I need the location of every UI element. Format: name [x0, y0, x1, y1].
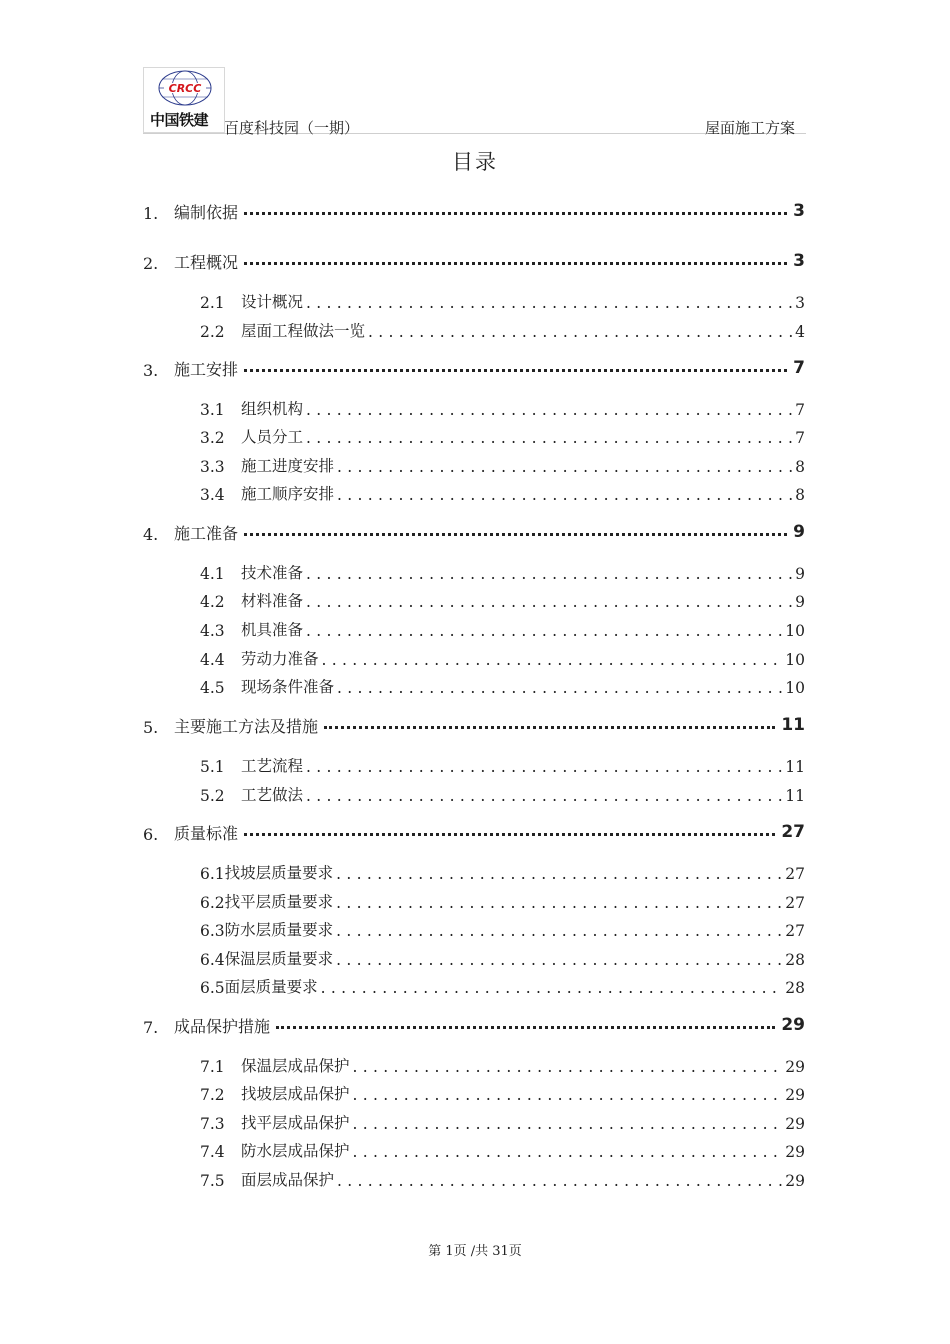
toc-number: 7.4 [200, 1143, 225, 1161]
toc-dot-leader [244, 369, 787, 372]
toc-dot-leader [337, 679, 782, 697]
toc-number: 2. [143, 254, 159, 273]
toc-text: 施工安排 [174, 360, 239, 379]
toc-number: 6.1 [200, 865, 225, 883]
toc-text: 屋面工程做法一览 [241, 322, 366, 340]
page-header [143, 67, 806, 137]
toc-entry[interactable] [200, 1109, 805, 1133]
toc-dot-leader [336, 894, 782, 912]
toc-number: 2.2 [200, 323, 225, 341]
toc-text: 保温层质量要求 [224, 950, 334, 968]
toc-entry[interactable] [143, 247, 805, 273]
toc-number: 7.2 [200, 1086, 225, 1104]
toc-text: 编制依据 [174, 203, 239, 222]
toc-number: 6.2 [200, 894, 225, 912]
toc-page-number: 29 [785, 1115, 805, 1133]
toc-page-number: 3 [793, 251, 805, 271]
toc-number: 6.4 [200, 951, 225, 969]
toc-entry[interactable] [200, 1080, 805, 1104]
toc-number: 4.1 [200, 565, 225, 583]
toc-page-number: 8 [795, 486, 805, 504]
toc-dot-leader [337, 458, 792, 476]
toc-text: 工程概况 [174, 253, 239, 272]
toc-entry[interactable] [143, 354, 805, 380]
toc-text: 组织机构 [241, 400, 304, 418]
page-footer: 第 1页 /共 31页 [428, 1244, 522, 1259]
toc-entry[interactable] [143, 818, 805, 844]
toc-dot-leader [353, 1115, 783, 1133]
toc-entry[interactable] [200, 1137, 805, 1161]
toc-page-number: 10 [785, 651, 805, 669]
toc-entry[interactable] [200, 423, 805, 447]
toc-text: 找坡层成品保护 [241, 1085, 350, 1103]
toc-dot-leader [306, 593, 792, 611]
toc-entry[interactable] [200, 888, 805, 912]
toc-number: 2.1 [200, 294, 225, 312]
toc-dot-leader [368, 323, 792, 341]
toc-number: 3.1 [200, 401, 225, 419]
toc-text: 质量标准 [174, 824, 239, 843]
toc-dot-leader [337, 486, 792, 504]
logo-text: 中国铁建 [150, 111, 209, 129]
toc-text: 找平层质量要求 [224, 893, 334, 911]
toc-text: 找坡层质量要求 [224, 864, 334, 882]
toc-dot-leader [244, 212, 787, 215]
toc-number: 5. [143, 718, 159, 737]
toc-page-number: 28 [785, 951, 805, 969]
toc-number: 7.3 [200, 1115, 225, 1133]
toc-entry[interactable] [200, 781, 805, 805]
toc-page-number: 7 [795, 429, 805, 447]
toc-page-number: 11 [785, 787, 805, 805]
toc-page-number: 3 [793, 201, 805, 221]
toc-dot-leader [353, 1058, 783, 1076]
toc-text: 施工进度安排 [241, 457, 335, 475]
toc-number: 3.2 [200, 429, 225, 447]
toc-entry[interactable] [200, 587, 805, 611]
toc-dot-leader [244, 533, 787, 536]
toc-page-number: 9 [793, 522, 805, 542]
project-name: 百度科技园（一期） [224, 119, 360, 137]
toc-page-number: 9 [795, 593, 805, 611]
toc-page-number: 11 [785, 758, 805, 776]
toc-page-number: 10 [785, 622, 805, 640]
toc-text: 施工顺序安排 [241, 485, 335, 503]
globe-logo-icon [144, 68, 224, 110]
toc-number: 6. [143, 825, 159, 844]
toc-page-number: 29 [785, 1058, 805, 1076]
toc-dot-leader [244, 833, 775, 836]
toc-text: 施工准备 [174, 524, 239, 543]
toc-number: 3.3 [200, 458, 225, 476]
toc-number: 5.1 [200, 758, 225, 776]
toc-text: 技术准备 [241, 564, 304, 582]
toc-page-number: 3 [795, 294, 805, 312]
toc-page-number: 29 [785, 1143, 805, 1161]
toc-dot-leader [353, 1143, 783, 1161]
toc-text: 面层成品保护 [241, 1171, 335, 1189]
toc-title: 目录 [452, 150, 498, 174]
toc-text: 主要施工方法及措施 [174, 717, 319, 736]
toc-number: 7.1 [200, 1058, 225, 1076]
toc-dot-leader [306, 622, 782, 640]
toc-entry[interactable] [200, 395, 805, 419]
toc-dot-leader [306, 294, 792, 312]
toc-dot-leader [306, 787, 782, 805]
toc-page-number: 7 [793, 358, 805, 378]
toc-page-number: 27 [785, 894, 805, 912]
toc-entry[interactable] [200, 480, 805, 504]
toc-text: 机具准备 [241, 621, 304, 639]
toc-entry[interactable] [200, 752, 805, 776]
toc-number: 7.5 [200, 1172, 225, 1190]
toc-text: 面层质量要求 [224, 978, 318, 996]
toc-number: 4. [143, 525, 159, 544]
toc-text: 找平层成品保护 [241, 1114, 350, 1132]
toc-entry[interactable] [200, 973, 805, 997]
toc-entry[interactable] [143, 518, 805, 544]
toc-number: 3.4 [200, 486, 225, 504]
toc-entry[interactable] [143, 1011, 805, 1037]
toc-dot-leader [306, 758, 782, 776]
toc-entry[interactable] [200, 673, 805, 697]
toc-page-number: 29 [785, 1172, 805, 1190]
toc-text: 人员分工 [241, 428, 304, 446]
toc-dot-leader [353, 1086, 783, 1104]
document-name: 屋面施工方案 [704, 119, 795, 137]
toc-number: 4.3 [200, 622, 225, 640]
toc-dot-leader [336, 865, 782, 883]
toc-text: 防水层质量要求 [224, 921, 334, 939]
toc-page-number: 7 [795, 401, 805, 419]
toc-entry[interactable] [200, 317, 805, 341]
toc-entry[interactable] [200, 1166, 805, 1190]
toc-text: 劳动力准备 [241, 650, 319, 668]
toc-dot-leader [337, 1172, 782, 1190]
toc-number: 6.3 [200, 922, 225, 940]
toc-page-number: 27 [781, 822, 805, 842]
toc-text: 设计概况 [241, 293, 304, 311]
toc-page-number: 10 [785, 679, 805, 697]
toc-entry[interactable] [200, 916, 805, 940]
toc-dot-leader [276, 1026, 775, 1029]
toc-number: 7. [143, 1018, 159, 1037]
toc-text: 防水层成品保护 [241, 1142, 350, 1160]
toc-page-number: 27 [785, 865, 805, 883]
toc-text: 现场条件准备 [241, 678, 335, 696]
toc-page-number: 29 [785, 1086, 805, 1104]
toc-dot-leader [306, 401, 792, 419]
toc-dot-leader [244, 262, 787, 265]
toc-entry[interactable] [200, 645, 805, 669]
toc-dot-leader [321, 979, 783, 997]
logo-mark: CRCC [168, 82, 202, 95]
toc-page-number: 9 [795, 565, 805, 583]
toc-page-number: 8 [795, 458, 805, 476]
toc-page-number: 29 [781, 1015, 805, 1035]
toc-dot-leader [336, 922, 782, 940]
toc-number: 3. [143, 361, 159, 380]
toc-text: 成品保护措施 [174, 1017, 271, 1036]
toc-number: 4.5 [200, 679, 225, 697]
toc-entry[interactable] [200, 859, 805, 883]
toc-dot-leader [336, 951, 782, 969]
toc-page-number: 11 [781, 715, 805, 735]
toc-number: 6.5 [200, 979, 225, 997]
toc-page-number: 27 [785, 922, 805, 940]
toc-number: 1. [143, 204, 159, 223]
toc-dot-leader [306, 429, 792, 447]
toc-entry[interactable] [200, 945, 805, 969]
toc-text: 材料准备 [241, 592, 304, 610]
toc-entry[interactable] [143, 197, 805, 223]
toc-entry[interactable] [200, 616, 805, 640]
toc-entry[interactable] [200, 452, 805, 476]
toc-number: 5.2 [200, 787, 225, 805]
toc-entry[interactable] [143, 711, 805, 737]
toc-entry[interactable] [200, 288, 805, 312]
toc-dot-leader [306, 565, 792, 583]
toc-text: 工艺做法 [241, 786, 304, 804]
toc-dot-leader [322, 651, 783, 669]
toc-text: 保温层成品保护 [241, 1057, 350, 1075]
toc-dot-leader [324, 726, 775, 729]
toc-page-number: 28 [785, 979, 805, 997]
toc-number: 4.4 [200, 651, 225, 669]
toc-entry[interactable] [200, 1052, 805, 1076]
toc-text: 工艺流程 [241, 757, 304, 775]
toc-number: 4.2 [200, 593, 225, 611]
toc-entry[interactable] [200, 559, 805, 583]
toc-page-number: 4 [795, 323, 805, 341]
crcc-logo [143, 67, 225, 133]
